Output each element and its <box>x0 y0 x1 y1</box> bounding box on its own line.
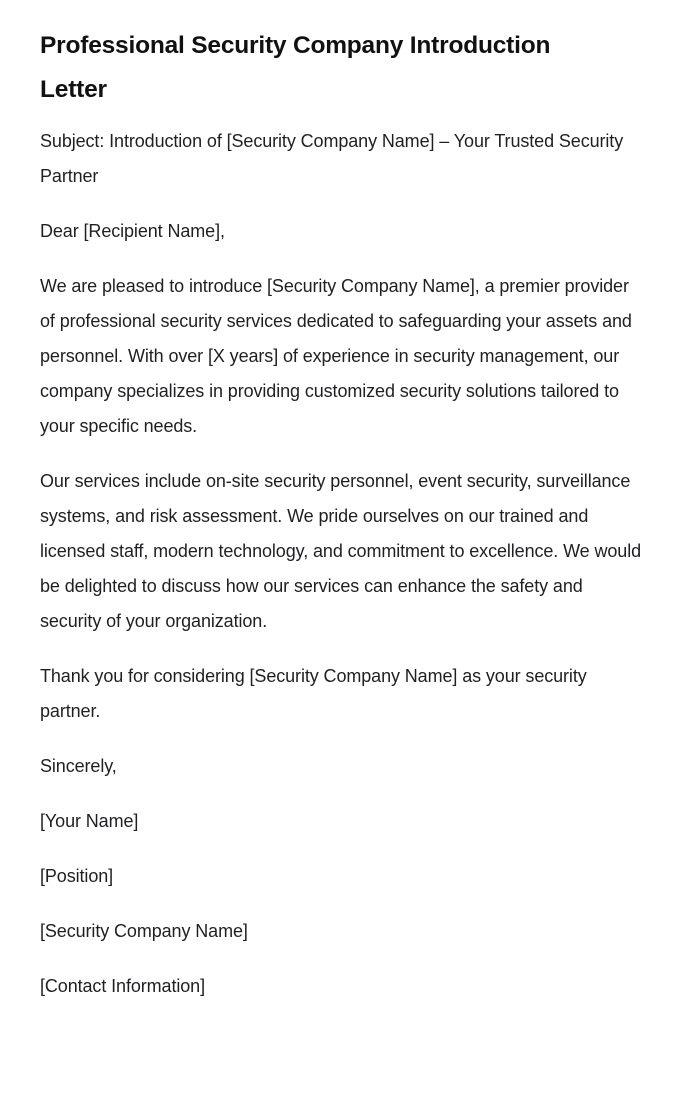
letter-body <box>40 124 660 1004</box>
services-paragraph: Our services include on-site security personnel, event security, surveillance systems, and risk assessment. We pride ourselves on our trained and licensed staff, modern technology, and commitment to excellence. We would be delighted to discuss how our services can enhance the safety and security of your organization. <box>40 471 642 631</box>
page-title: Professional Security Company Introduction Letter <box>40 32 551 103</box>
signature-contact-placeholder: [Contact Information] <box>40 976 205 996</box>
signature-position-placeholder: [Position] <box>40 866 114 886</box>
intro-paragraph: We are pleased to introduce [Security Company Name], a premier provider of professional security services dedicated to safeguarding your assets and personnel. With over [X years] of experience in security management, our company specializes in providing customized security solutions tailored to your specific needs. <box>40 276 632 436</box>
signature-company-placeholder: [Security Company Name] <box>40 921 248 941</box>
salutation: Dear [Recipient Name], <box>40 221 225 241</box>
signature-name-placeholder: [Your Name] <box>40 811 139 831</box>
closing: Sincerely, <box>40 756 117 776</box>
thanks-paragraph: Thank you for considering [Security Company Name] as your security partner. <box>40 666 587 721</box>
subject-line: Subject: Introduction of [Security Company Name] – Your Trusted Security Partner <box>40 131 624 186</box>
